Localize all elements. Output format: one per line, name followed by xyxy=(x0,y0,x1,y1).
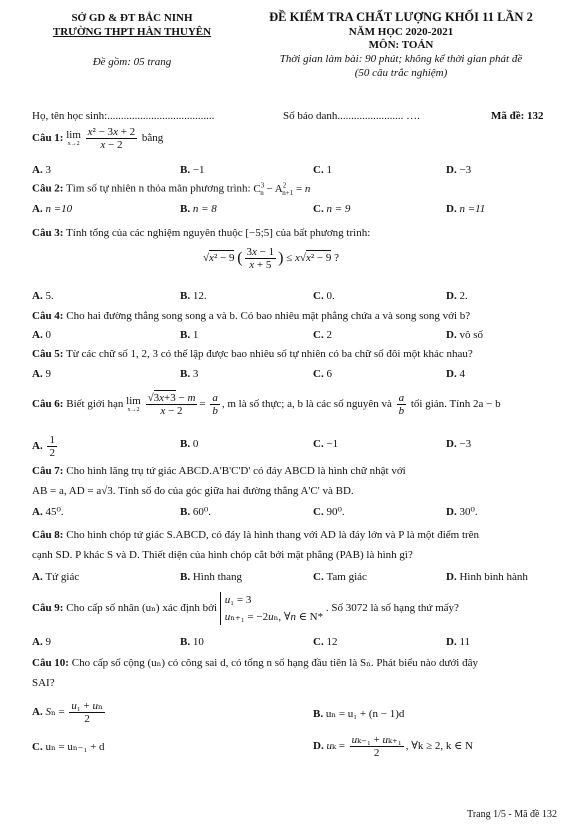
q1-fraction: $\frac{\text{x² − 3x + 2}}{x - 2}$ xyxy=(87,126,136,152)
q4-option-b[interactable]: B. 1 xyxy=(180,329,199,341)
student-id-field: Số báo danh........................ …. xyxy=(283,110,420,122)
q3-option-a[interactable]: A. 5. xyxy=(32,290,54,302)
q1-option-d[interactable]: D. −3 xyxy=(446,164,472,176)
q10-option-c[interactable]: C. uₙ = uₙ₋₁ + d xyxy=(32,741,105,753)
q10-line2: SAI? xyxy=(32,677,55,689)
q3-option-d[interactable]: D. 2. xyxy=(446,290,468,302)
q3-option-c[interactable]: C. 0. xyxy=(313,290,335,302)
q3-inequality: √x² − 9 ( $\frac{3x - 1}{x + 5}$ ) ≤ x√x² − 9 ? xyxy=(203,246,339,272)
q8-option-b[interactable]: B. Hình thang xyxy=(180,571,243,583)
header-left xyxy=(28,12,236,69)
q1-text: bằng xyxy=(141,132,164,145)
q5-option-a[interactable]: A. 9 xyxy=(32,368,51,380)
student-name-field: Họ, tên học sinh:....................................... xyxy=(32,110,215,122)
department: SỞ GD & ĐT BẮC NINH xyxy=(71,12,193,24)
q2-option-b[interactable]: B. n = 8 xyxy=(180,203,217,215)
question-7: Câu 7: Cho hình lăng trụ tứ giác ABCD.A'B'C'D' có đáy ABCD là hình chữ nhật với xyxy=(32,465,406,477)
page-footer: Trang 1/5 - Mã đề 132 xyxy=(467,809,557,820)
page-count: Đề gồm: 05 trang xyxy=(92,55,172,68)
school-year: NĂM HỌC 2020-2021 xyxy=(348,25,454,38)
q6-option-a[interactable]: A. $\frac{1}{2}$ xyxy=(32,434,55,460)
exam-time: Thời gian làm bài: 90 phút; không kể thời gian phát đề xyxy=(279,53,523,66)
q8-option-d[interactable]: D. Hình bình hành xyxy=(446,571,528,583)
question-8: Câu 8: Cho hình chóp tứ giác S.ABCD, có đáy là hình thang với AD là đáy lớn và P là một điểm trên xyxy=(32,529,480,541)
q5-option-d[interactable]: D. 4 xyxy=(446,368,465,380)
question-3: Câu 3: Tính tổng của các nghiệm nguyên thuộc [−5;5] của bất phương trình: xyxy=(32,227,371,239)
q1-option-a[interactable]: A. 3 xyxy=(32,164,51,176)
question-1 xyxy=(32,126,163,151)
q8-line2: cạnh SD. P khác S và D. Thiết diện của hình chóp cắt bởi mặt phẳng (PAB) là hình gì? xyxy=(32,549,413,561)
q1-label: Câu 1: xyxy=(32,132,64,145)
q2-option-d[interactable]: D. n =11 xyxy=(446,203,486,215)
q9-option-b[interactable]: B. 10 xyxy=(180,636,204,648)
q1-option-b[interactable]: B. −1 xyxy=(180,164,205,176)
q10-option-a[interactable]: A. Sₙ = $\frac{\text{u₁ + uₙ}}{2}$ xyxy=(32,700,103,726)
q10-option-d[interactable]: D. uₖ = $\frac{\text{uₖ₋₁ + uₖ₊₁}}{2}$ , ∀k ≥ 2, k ∈ N xyxy=(313,734,473,760)
q8-option-c[interactable]: C. Tam giác xyxy=(313,571,367,583)
q9-option-c[interactable]: C. 12 xyxy=(313,636,338,648)
q4-option-a[interactable]: A. 0 xyxy=(32,329,51,341)
q7-option-d[interactable]: D. 30⁰. xyxy=(446,506,478,518)
question-5: Câu 5: Từ các chữ số 1, 2, 3 có thể lập được bao nhiêu số tự nhiên có ba chữ số đôi một khác nhau? xyxy=(32,348,473,360)
exam-title: ĐỀ KIỂM TRA CHẤT LƯỢNG KHỐI 11 LẦN 2 xyxy=(269,10,533,24)
q5-option-b[interactable]: B. 3 xyxy=(180,368,199,380)
q9-option-d[interactable]: D. 11 xyxy=(446,636,471,648)
question-2: Câu 2: Tìm số tự nhiên n thỏa mãn phương trình: $C^3_n - A^2_{n+1} = n$ xyxy=(32,181,311,197)
question-6: Câu 6: Biết giới hạn lim x→2 $\frac{√3x+3 - m}{x - 2}$ = $\frac{a}{b}$ , m là số thực; a, b là các số nguyên và $\frac{a}{b}$ tối giản. Tính 2a − b xyxy=(32,392,501,418)
q7-option-b[interactable]: B. 60⁰. xyxy=(180,506,212,518)
subject: MÔN: TOÁN xyxy=(368,39,434,52)
q7-line2: AB = a, AD = a√3. Tính số đo của góc giữa hai đường thẳng A'C' và BD. xyxy=(32,485,354,497)
q3-option-b[interactable]: B. 12. xyxy=(180,290,207,302)
q4-option-c[interactable]: C. 2 xyxy=(313,329,332,341)
q1-limit: lim x→2 xyxy=(66,129,81,148)
school-name: TRƯỜNG THPT HÀN THUYÊN xyxy=(52,25,212,38)
q2-option-a[interactable]: A. n =10 xyxy=(32,203,73,215)
header-right xyxy=(236,10,566,81)
question-4: Câu 4: Cho hai đường thẳng song song a và b. Có bao nhiêu mặt phẳng chứa a và song song với b? xyxy=(32,310,471,322)
question-count: (50 câu trắc nghiệm) xyxy=(354,66,448,79)
q8-option-a[interactable]: A. Tứ giác xyxy=(32,571,80,583)
q10-option-b[interactable]: B. uₙ = u₁ + (n − 1)d xyxy=(313,708,405,720)
q2-option-c[interactable]: C. n = 9 xyxy=(313,203,351,215)
q5-option-c[interactable]: C. 6 xyxy=(313,368,332,380)
q6-option-d[interactable]: D. −3 xyxy=(446,438,472,450)
q4-option-d[interactable]: D. vô số xyxy=(446,329,483,341)
question-9: Câu 9: Cho cấp số nhân (uₙ) xác định bởi u₁ = 3 uₙ₊₁ = −2uₙ, ∀n ∈ N* . Số 3072 là số hạng thứ mấy? xyxy=(32,592,459,625)
exam-code: Mã đề: 132 xyxy=(491,110,544,122)
q9-system: u₁ = 3 uₙ₊₁ = −2uₙ, ∀n ∈ N* xyxy=(220,592,323,625)
q7-option-c[interactable]: C. 90⁰. xyxy=(313,506,345,518)
q2-equation: $C^3_n - A^2_{n+1} = n$ xyxy=(253,181,311,197)
q9-option-a[interactable]: A. 9 xyxy=(32,636,51,648)
q6-option-b[interactable]: B. 0 xyxy=(180,438,199,450)
q1-option-c[interactable]: C. 1 xyxy=(313,164,332,176)
question-10: Câu 10: Cho cấp số cộng (uₙ) có công sai d, có tổng n số hạng đầu tiên là Sₙ. Phát biểu nào dưới đây xyxy=(32,657,478,669)
q7-option-a[interactable]: A. 45⁰. xyxy=(32,506,64,518)
q6-option-c[interactable]: C. −1 xyxy=(313,438,339,450)
